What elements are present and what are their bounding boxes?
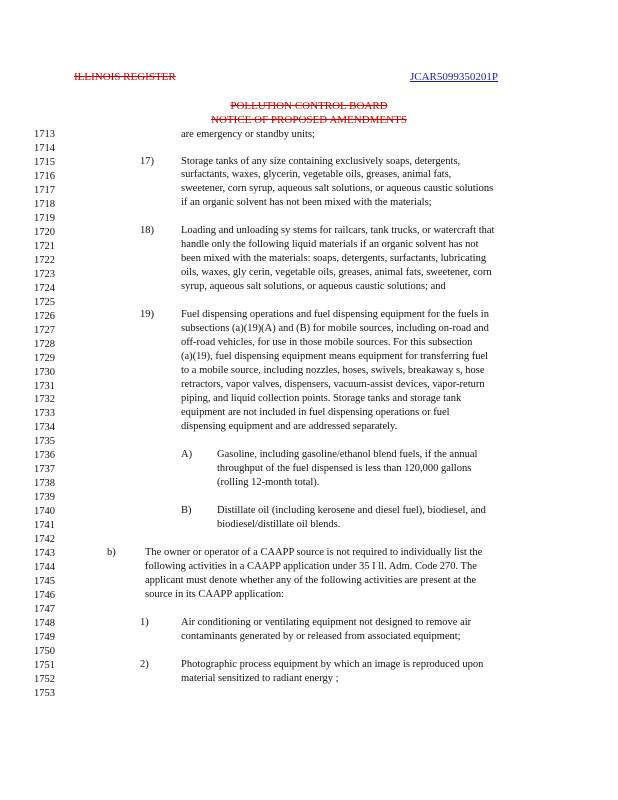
item-17-line: if an organic solvent has not been mixed with the materials;	[181, 197, 432, 208]
item-B-label: B)	[181, 505, 192, 516]
line-number: 1723	[34, 268, 55, 280]
item-19-line: piping, and liquid collection points. Storage tanks and storage tank	[181, 393, 462, 404]
item-17-line: Storage tanks of any size containing exclusively soaps, detergents,	[181, 156, 461, 167]
line-number: 1742	[34, 534, 55, 546]
line-number: 1734	[34, 422, 55, 434]
line-number: 1725	[34, 296, 55, 308]
line-number: 1714	[34, 143, 55, 154]
line-number: 1722	[34, 254, 55, 266]
item-2-label: 2)	[140, 659, 149, 670]
subsection-b-line: following activities in a CAAPP application under 35 I ll. Adm. Code 270. The	[145, 561, 477, 572]
line-number: 1733	[34, 408, 55, 420]
item-A-label: A)	[181, 449, 193, 460]
notice-title: NOTICE OF PROPOSED AMENDMENTS	[211, 114, 407, 126]
item-18-line: handle only the following liquid materials if an organic solvent has not	[181, 239, 479, 250]
line-number: 1748	[34, 618, 55, 629]
item-19-label: 19)	[140, 309, 154, 320]
item-18-line: syrup, aqueous salt solutions, or aqueous caustic solutions; and	[181, 281, 446, 292]
item-B-line: Distillate oil (including kerosene and diesel fuel), biodiesel, and	[217, 505, 486, 516]
subsection-b-line: The owner or operator of a CAAPP source is not required to individually list the	[145, 547, 483, 558]
line-number: 1732	[34, 394, 55, 406]
line-number: 1737	[34, 464, 55, 476]
line-number: 1728	[34, 338, 55, 350]
line-number: 1715	[34, 156, 55, 168]
subsection-b-line: applicant must denote whether any of the following activities are present at the	[145, 575, 477, 586]
item-A-line: throughput of the fuel dispensed is less than 120,000 gallons	[217, 463, 472, 474]
line-number: 1724	[34, 282, 55, 294]
line-number: 1716	[34, 170, 55, 182]
item-18-label: 18)	[140, 225, 154, 236]
item-19-line: to a mobile source, including nozzles, hoses, swivels, breakaway s, hose	[181, 365, 485, 376]
line-number: 1752	[34, 673, 55, 685]
line-number: 1729	[34, 352, 55, 364]
item-19-line: (a)(19), fuel dispensing equipment means equipment for transferring fuel	[181, 351, 489, 362]
line-number: 1719	[34, 212, 55, 224]
item-19-line: off-road vehicles, for use in those mobile sources. For this subsection	[181, 337, 473, 348]
item-19-line: Fuel dispensing operations and fuel dispensing equipment for the fuels in	[181, 309, 489, 320]
line-number: 1727	[34, 324, 55, 336]
subsection-b-line: source in its CAAPP application:	[145, 589, 285, 600]
line-number: 1735	[34, 436, 55, 448]
item-18-line: Loading and unloading sy stems for railcars, tank trucks, or watercraft that	[181, 225, 495, 236]
item-2-line: Photographic process equipment by which an image is reproduced upon	[181, 659, 484, 670]
line-number: 1750	[34, 645, 55, 657]
item-A-line: Gasoline, including gasoline/ethanol blend fuels, if the annual	[217, 449, 478, 460]
line-number: 1730	[34, 366, 55, 378]
item-17-line: sweetener, corn syrup, aqueous salt solutions, or aqueous caustic solutions	[181, 183, 494, 194]
line-number: 1743	[34, 548, 55, 560]
line-number: 1720	[34, 226, 55, 238]
line-number: 1740	[34, 506, 55, 518]
item-1-label: 1)	[140, 617, 149, 628]
board-title: POLLUTION CONTROL BOARD	[230, 100, 388, 112]
item-A-line: (rolling 12-month total).	[217, 477, 320, 488]
item-17-line: surfactants, waxes, glycerin, vegetable oils, greases, animal fats,	[181, 169, 452, 180]
line-number: 1746	[34, 590, 55, 601]
item-B-line: biodiesel/distillate oil blends.	[217, 519, 341, 530]
line-number: 1731	[34, 380, 55, 392]
jcar-code[interactable]: JCAR5099350201P	[410, 71, 499, 83]
item-19-line: equipment are not included in fuel dispensing operations or fuel	[181, 407, 450, 418]
item-19-line: dispensing equipment and are addressed separately.	[181, 421, 398, 432]
item-18-line: oils, waxes, gly cerin, vegetable oils, greases, animal fats, sweetener, corn	[181, 267, 492, 278]
line-number: 1713	[34, 129, 55, 140]
item-19-line: subsections (a)(19)(A) and (B) for mobile sources, including on-road and	[181, 323, 489, 334]
line-number: 1745	[34, 576, 55, 587]
line-number: 1749	[34, 631, 55, 643]
register-title: ILLINOIS REGISTER	[74, 71, 176, 83]
line-number: 1744	[34, 562, 55, 574]
line-number: 1717	[34, 184, 55, 196]
item-19-line: retractors, vapor valves, dispensers, vacuum-assist devices, vapor-return	[181, 379, 485, 390]
line-number: 1739	[34, 492, 55, 504]
subsection-b-label: b)	[107, 547, 116, 558]
item-1-line: contaminants generated by or released from associated equipment;	[181, 631, 461, 642]
line-number: 1738	[34, 478, 55, 490]
item-1-line: Air conditioning or ventilating equipment not designed to remove air	[181, 617, 472, 628]
continuation-text: are emergency or standby units;	[181, 129, 315, 140]
line-number: 1718	[34, 198, 55, 210]
line-number: 1753	[34, 687, 55, 699]
line-number: 1736	[34, 450, 55, 462]
line-number: 1726	[34, 310, 55, 322]
line-number: 1741	[34, 520, 55, 532]
line-number: 1751	[34, 659, 55, 671]
line-number: 1747	[34, 604, 55, 615]
item-18-line: been mixed with the materials: soaps, detergents, surfactants, lubricating	[181, 253, 487, 264]
item-2-line: material sensitized to radiant energy ;	[181, 673, 339, 684]
item-17-label: 17)	[140, 156, 154, 167]
line-number: 1721	[34, 240, 55, 252]
